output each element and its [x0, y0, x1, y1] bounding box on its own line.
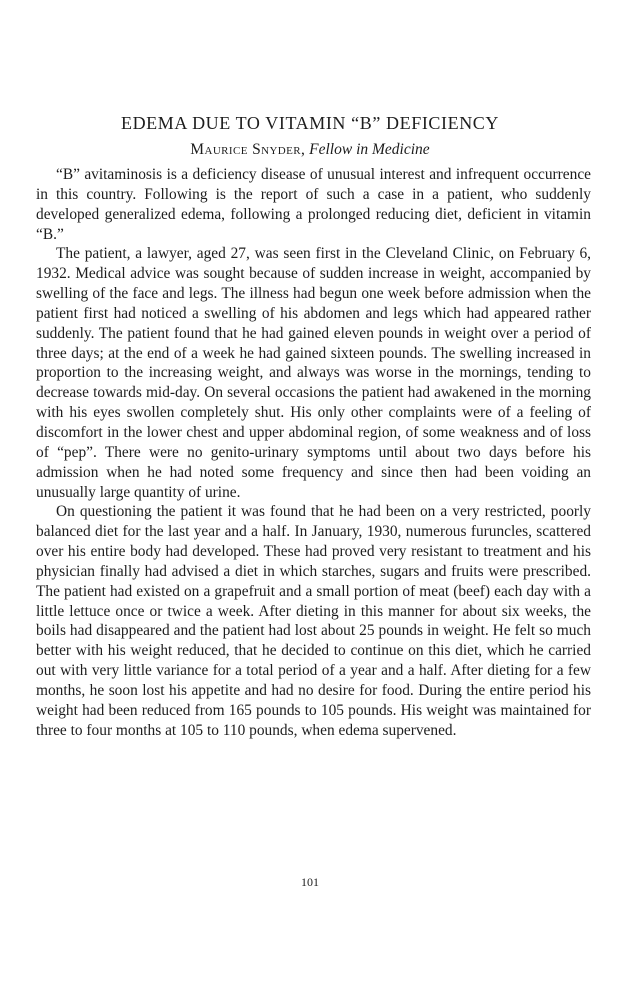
page-number: 101	[301, 875, 319, 889]
author-byline	[0, 141, 620, 159]
author-name: Maurice Snyder,	[190, 141, 306, 158]
article-title: EDEMA DUE TO VITAMIN “B” DEFICIENCY	[120, 113, 500, 133]
article-body	[36, 165, 591, 740]
author-role: Fellow in Medicine	[309, 141, 430, 158]
paragraph-intro: “B” avitaminosis is a deficiency disease of unusual interest and infrequent occurrence in this country. Following is the report of such a case in a patient, who suddenly developed generalized edema, following a prolonged reducing diet, deficient in vitamin “B.”	[36, 166, 591, 243]
paragraph-history: The patient, a lawyer, aged 27, was seen first in the Cleveland Clinic, on February 6, 1932. Medical advice was sought because of sudden increase in weight, accompanied by swelling of the face and legs. The illness had begun one week before admission when the patient first had noticed a swelling of his abdomen and legs which had appeared rather suddenly. The patient found that he had gained eleven pounds in weight over a period of three days; at the end of a week he had gained sixteen pounds. The swelling increased in proportion to the increasing weight, and always was worse in the mornings, tending to decrease towards mid-day. On several occasions the patient had awakened in the morning with his eyes swollen completely shut. His only other complaints were of a feeling of discomfort in the lower chest and upper abdominal region, of some weakness and of loss of “pep”. There were no genito-urinary symptoms until about two days before his admission when he had noted some frequency and since then had been voiding an unusually large quantity of urine.	[36, 245, 591, 501]
paragraph-diet: On questioning the patient it was found that he had been on a very restricted, poorly balanced diet for the last year and a half. In January, 1930, numerous furuncles, scattered over his entire body had developed. These had proved very resistant to treatment and his physician finally had advised a diet in which starches, sugars and fruits were prescribed. The patient had existed on a grapefruit and a small portion of meat (beef) each day with a little lettuce once or twice a week. After dieting in this manner for about six weeks, the boils had disappeared and the patient had lost about 25 pounds in weight. He felt so much better with his weight reduced, that he decided to continue on this diet, which he carried out with very little variance for a total period of a year and a half. After dieting for a few months, he soon lost his appetite and had no desire for food. During the entire period his weight had been reduced from 165 pounds to 105 pounds. His weight was maintained for three to four months at 105 to 110 pounds, when edema supervened.	[36, 503, 591, 739]
